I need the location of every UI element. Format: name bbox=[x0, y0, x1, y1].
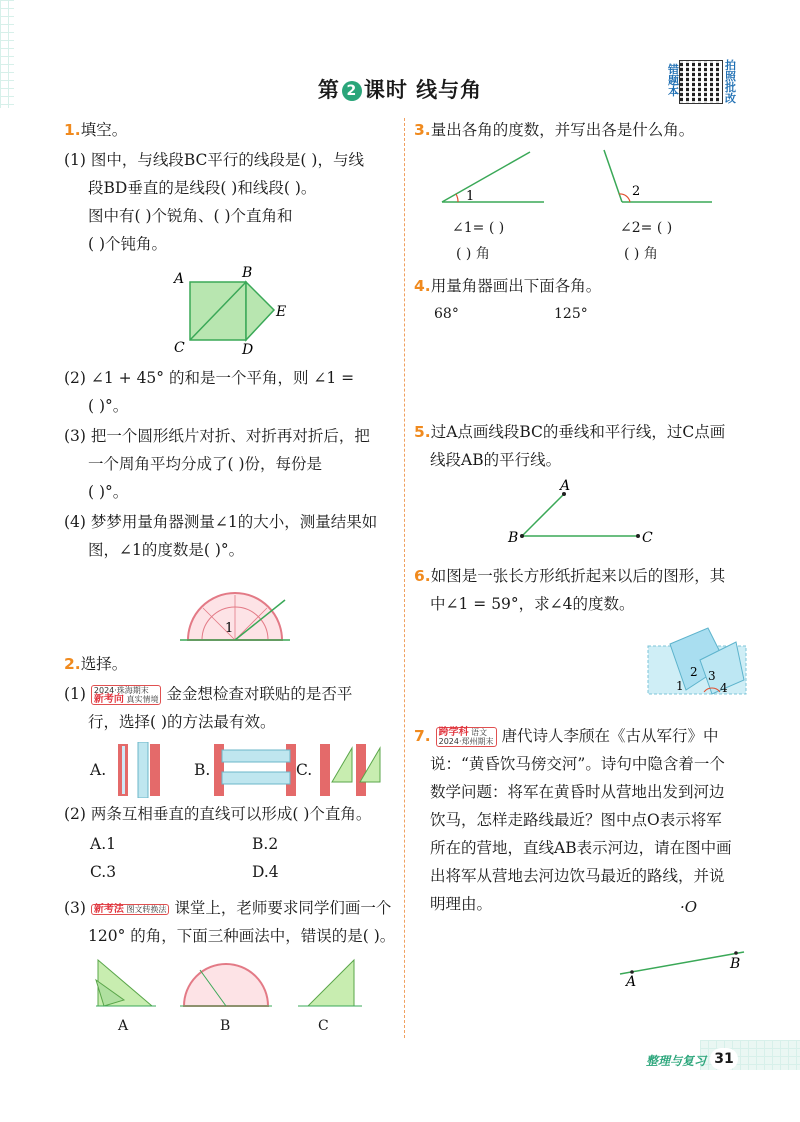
q2-part3: (3) 新考法 图文转换法 课堂上，老师要求同学们画一个 120° 的角，下面三种画法中，错误的是( )。 bbox=[64, 899, 396, 945]
page-title: 第 2 课时 线与角 bbox=[317, 78, 483, 102]
q2-p1-options bbox=[90, 742, 390, 798]
q2-p2-options bbox=[90, 830, 350, 886]
label-b: B bbox=[730, 956, 741, 972]
option-2a[interactable]: A.1 bbox=[90, 835, 116, 853]
q7-text: 7. 跨学科 语文 2024·郑州期末 唐代诗人李颀在《古从军行》中 说：“黄昏饮马傍交河”。诗句中隐含着一个 数学问题：将军在黄昏时从营地出发到河边 饮马，怎样走路线最近？图中点O表示将军 所在的营地，直线AB表示河边，请在图中画 出将军从营地去河边饮马最近的路线，并说 明理由。 bbox=[414, 727, 732, 913]
q1-part4: (4) 梦梦用量角器测量∠1的大小，测量结果如 图，∠1的度数是( )°。 bbox=[64, 513, 378, 559]
q4-angle-68: 68° bbox=[434, 306, 459, 322]
q1-part1: (1) 图中，与线段BC平行的线段是( )，与线 段BD垂直的是线段( )和线段( )。 图中有( )个锐角、( )个直角和 ( )个钝角。 bbox=[64, 151, 364, 253]
angle-label-2: 2 bbox=[690, 665, 698, 679]
page-number: 31 bbox=[710, 1048, 738, 1070]
protractor-angle-label: 1 bbox=[225, 621, 234, 636]
q2-part2: (2) 两条互相垂直的直线可以形成( )个直角。 bbox=[64, 805, 372, 823]
q3-heading: 3.量出各角的度数，并写出各是什么角。 bbox=[414, 121, 695, 139]
point-o: ·O bbox=[680, 898, 698, 916]
angle2-label: 2 bbox=[632, 184, 641, 199]
q6-figure bbox=[646, 624, 750, 698]
option-3a-image bbox=[94, 956, 158, 1008]
q4-heading: 4.用量角器画出下面各角。 bbox=[414, 277, 602, 295]
lesson-number-badge: 2 bbox=[342, 81, 362, 101]
q6-text: 6.如图是一张长方形纸折起来以后的图形，其 中∠1 = 59°，求∠4的度数。 bbox=[414, 567, 726, 613]
option-c[interactable]: C. bbox=[296, 761, 313, 779]
label-a: A bbox=[626, 974, 637, 988]
option-3b[interactable]: B bbox=[220, 1018, 231, 1034]
label-c: C bbox=[174, 340, 185, 356]
option-3c-image bbox=[298, 956, 362, 1008]
label-b: B bbox=[242, 265, 253, 281]
option-3b-image bbox=[180, 956, 272, 1008]
q1-part3: (3) 把一个圆形纸片对折、对折再对折后，把 一个周角平均分成了( )份，每份是 ( )°。 bbox=[64, 427, 370, 501]
option-3c[interactable]: C bbox=[318, 1018, 329, 1034]
option-a-image bbox=[112, 742, 182, 798]
error-book-label: 错 题 本 bbox=[668, 63, 679, 98]
angle1-label: 1 bbox=[466, 189, 475, 204]
option-2d[interactable]: D.4 bbox=[252, 863, 279, 881]
q1-figure bbox=[170, 264, 300, 356]
q1-heading: 1.填空。 bbox=[64, 121, 128, 139]
q2-heading: 2.选择。 bbox=[64, 655, 128, 673]
option-2b[interactable]: B.2 bbox=[252, 835, 279, 853]
angle-label-4: 4 bbox=[720, 681, 728, 695]
photo-grade-label: 拍 照 批 改 bbox=[725, 59, 736, 105]
label-a: A bbox=[174, 271, 185, 287]
label-d: D bbox=[242, 342, 254, 356]
q5-figure bbox=[502, 478, 662, 548]
q5-text: 5.过A点画线段BC的垂线和平行线，过C点画 线段AB的平行线。 bbox=[414, 423, 726, 469]
column-divider bbox=[404, 118, 405, 1038]
q7-river-line bbox=[618, 944, 748, 988]
q3-angle2 bbox=[596, 148, 716, 206]
label-a: A bbox=[560, 478, 571, 494]
q3-kind2[interactable]: ( ) 角 bbox=[624, 246, 658, 262]
q3-answer2[interactable]: ∠2= ( ) bbox=[620, 220, 673, 236]
q3-angle1 bbox=[438, 150, 548, 206]
option-b[interactable]: B. bbox=[194, 761, 211, 779]
angle-label-3: 3 bbox=[708, 669, 716, 683]
segment-ba bbox=[522, 494, 564, 536]
label-b: B bbox=[508, 530, 519, 546]
q1-part2: (2) ∠1 + 45° 的和是一个平角，则 ∠1 = ( )°。 bbox=[64, 369, 355, 415]
new-method-tag: 新考法 图文转换法 bbox=[91, 904, 170, 915]
option-b-image bbox=[212, 742, 300, 798]
option-2c[interactable]: C.3 bbox=[90, 863, 117, 881]
q2-p3-options bbox=[94, 956, 374, 1036]
cross-subject-tag: 跨学科 语文 2024·郑州期末 bbox=[436, 727, 497, 747]
qr-code-icon[interactable] bbox=[679, 60, 723, 104]
triangle-bde bbox=[246, 282, 274, 340]
new-direction-tag: 2024·珠海期末 新考向 真实情境 bbox=[91, 685, 162, 705]
q4-angle-125: 125° bbox=[554, 306, 588, 322]
footer-section-label: 整理与复习 bbox=[645, 1054, 706, 1068]
protractor-figure bbox=[180, 570, 290, 648]
option-a[interactable]: A. bbox=[90, 761, 107, 779]
q3-answer1[interactable]: ∠1= ( ) bbox=[452, 220, 505, 236]
q3-kind1[interactable]: ( ) 角 bbox=[456, 246, 490, 262]
label-e: E bbox=[276, 304, 287, 320]
label-c: C bbox=[642, 530, 653, 546]
angle-label-1: 1 bbox=[676, 679, 684, 693]
option-3a[interactable]: A bbox=[118, 1018, 129, 1034]
option-c-image bbox=[316, 742, 386, 798]
q2-part1: (1) 2024·珠海期末 新考向 真实情境 金金想检查对联贴的是否平 行，选择( )的方法最有效。 bbox=[64, 685, 353, 731]
